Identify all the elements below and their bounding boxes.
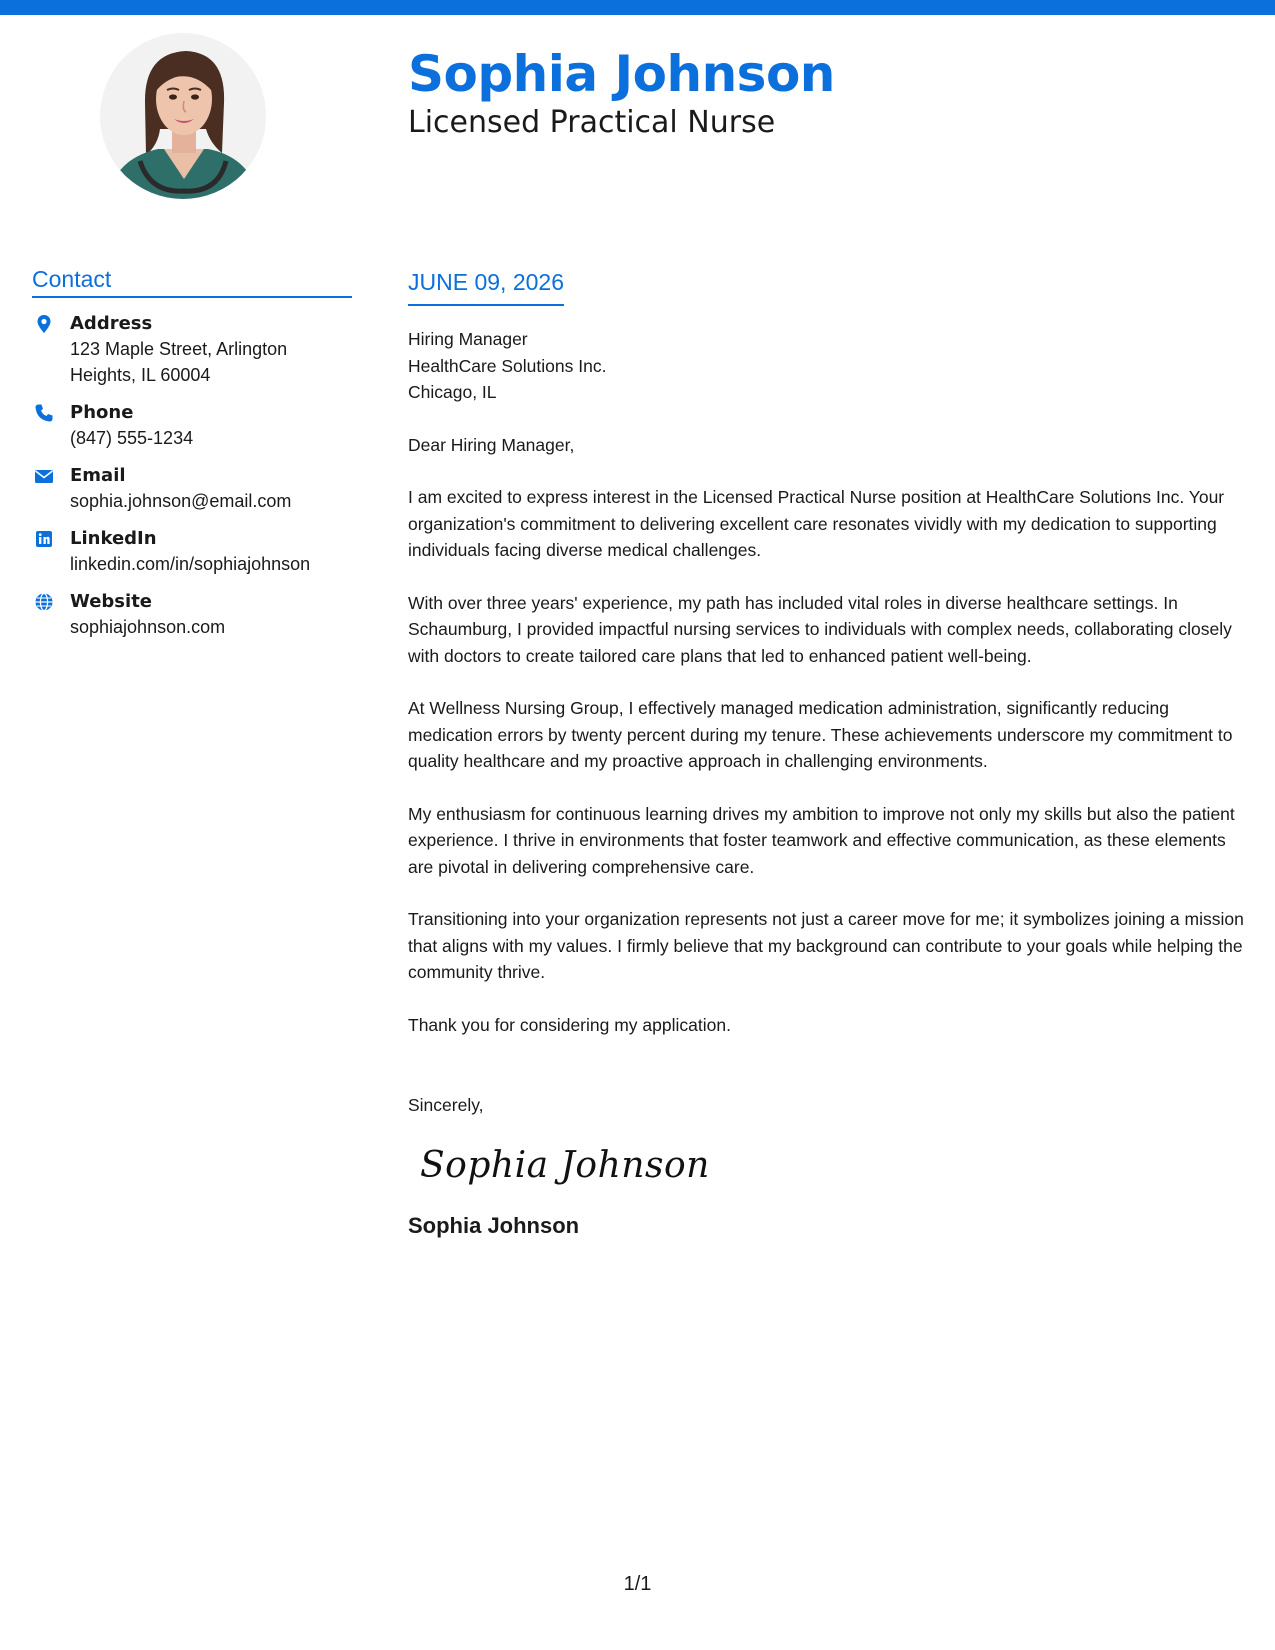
- letter-body: [408, 266, 1248, 1241]
- profile-photo: [100, 33, 266, 199]
- handwritten-signature: Sophia Johnson: [420, 1144, 710, 1186]
- recipient-line: Chicago, IL: [408, 382, 497, 402]
- contact-sidebar: [32, 264, 352, 653]
- envelope-icon: [34, 466, 54, 486]
- globe-icon: [34, 592, 54, 612]
- letter-paragraph: My enthusiasm for continuous learning drives my ambition to improve not only my skills but also the patient experience. I thrive in environments that foster teamwork and effective communication, as these elements are pivotal in delivering comprehensive care.: [408, 803, 1235, 877]
- page-number: 1/1: [623, 1573, 652, 1595]
- contact-value-linkedin[interactable]: linkedin.com/in/sophiajohnson: [70, 554, 311, 574]
- top-accent-bar: [0, 0, 1275, 15]
- letter-date: JUNE 09, 2026: [408, 266, 564, 306]
- contact-label-phone: Phone: [70, 402, 134, 423]
- recipient-line: Hiring Manager: [408, 329, 528, 349]
- contact-label-address: Address: [70, 313, 153, 334]
- contact-label-website: Website: [70, 591, 153, 612]
- contact-item-website: [32, 590, 352, 640]
- map-pin-icon: [34, 314, 54, 334]
- contact-heading: Contact: [32, 264, 352, 298]
- recipient-block: [408, 326, 1248, 406]
- contact-label-email: Email: [70, 465, 126, 486]
- closing: Sincerely,: [408, 1095, 484, 1115]
- profile-photo-illustration: [100, 33, 266, 199]
- contact-value-phone: (847) 555-1234: [70, 428, 194, 448]
- contact-value-email[interactable]: sophia.johnson@email.com: [70, 491, 292, 511]
- contact-item-linkedin: [32, 527, 352, 577]
- contact-item-address: [32, 312, 352, 388]
- contact-label-linkedin: LinkedIn: [70, 528, 157, 549]
- letter-paragraph: Thank you for considering my application.: [408, 1014, 731, 1035]
- recipient-line: HealthCare Solutions Inc.: [408, 355, 607, 376]
- signer-name: Sophia Johnson: [408, 1212, 580, 1238]
- contact-list: [32, 312, 352, 640]
- letter-paragraph: Transitioning into your organization represents not just a career move for me; it symbolizes joining a mission that aligns with my values. I firmly believe that my background can contribute to your goals while helping the community thrive.: [408, 909, 1244, 982]
- letter-paragraph: I am excited to express interest in the Licensed Practical Nurse position at HealthCare Solutions Inc. Your organization's commitment to delivering excellent care resonates vividly with my dedication to supporting individuals facing diverse medical challenges.: [408, 487, 1225, 560]
- contact-value-website[interactable]: sophiajohnson.com: [70, 617, 226, 637]
- letter-paragraph: With over three years' experience, my path has included vital roles in diverse healthcare settings. In Schaumburg, I provided impactful nursing services to individuals with complex needs, collaborating closely with doctors to create tailored care plans that led to enhanced patient well-being.: [408, 592, 1232, 666]
- job-title: Licensed Practical Nurse: [408, 105, 776, 140]
- phone-icon: [34, 403, 54, 423]
- salutation: Dear Hiring Manager,: [408, 434, 575, 455]
- contact-item-email: [32, 464, 352, 514]
- letter-paragraph: At Wellness Nursing Group, I effectively managed medication administration, significantly reducing medication errors by twenty percent during my tenure. These achievements underscore my commitment to quality healthcare and my proactive approach in challenging environments.: [408, 698, 1233, 771]
- contact-value-address: 123 Maple Street, Arlington Heights, IL 60004: [70, 339, 288, 385]
- applicant-name: Sophia Johnson: [408, 45, 835, 103]
- linkedin-icon: [34, 529, 54, 549]
- contact-item-phone: [32, 401, 352, 451]
